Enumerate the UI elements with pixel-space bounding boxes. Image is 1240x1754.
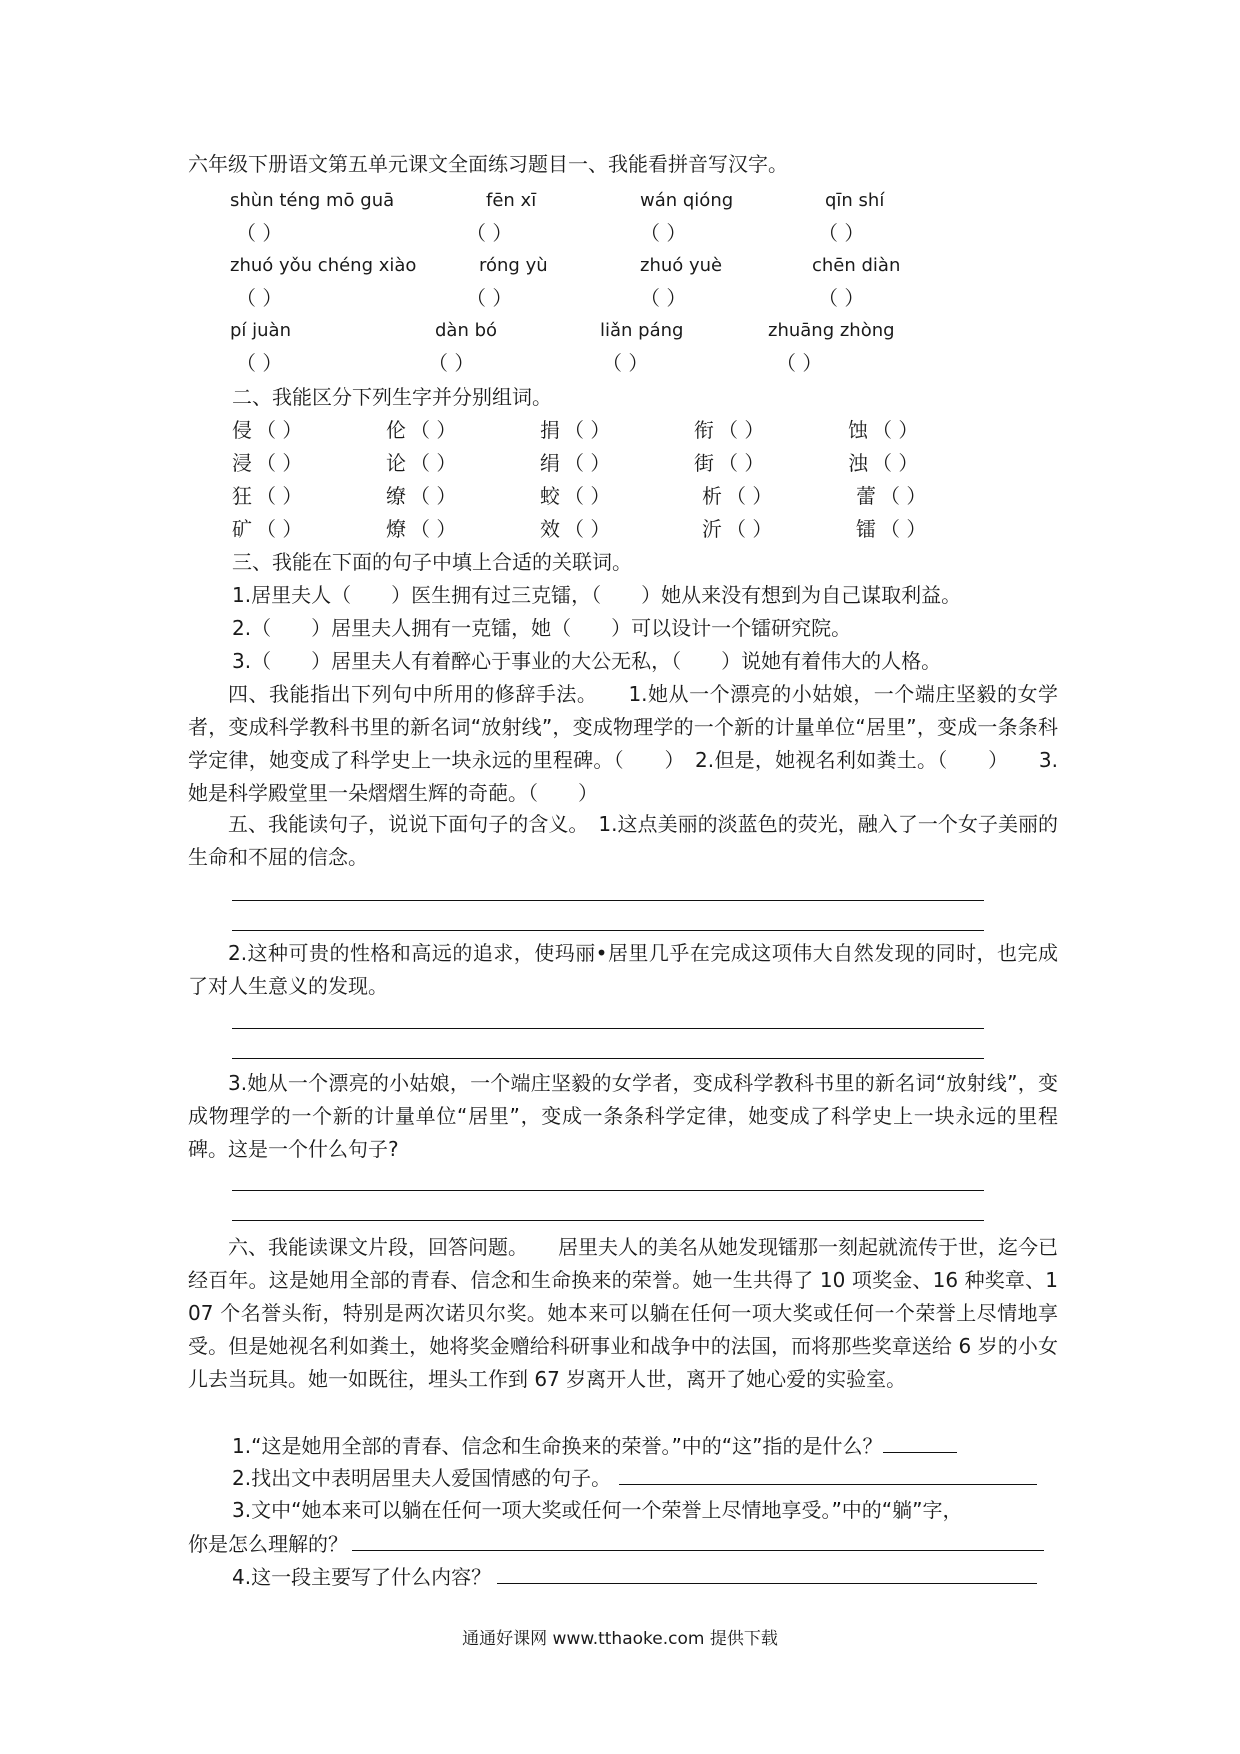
character: 沂 — [702, 517, 722, 541]
answer-paren[interactable]: （ ） — [236, 221, 283, 245]
character: 侵 — [232, 418, 252, 442]
pinyin-item: zhuó yǒu chéng xiào — [230, 255, 417, 276]
answer-paren[interactable]: （ ） — [564, 484, 611, 508]
question-4-text: 4.这一段主要写了什么内容？ — [232, 1565, 492, 1589]
pinyin-item: fēn xī — [486, 190, 537, 211]
answer-paren[interactable]: （ ） — [466, 221, 513, 245]
answer-paren[interactable]: （ ） — [236, 351, 283, 375]
conjunction-item[interactable]: 2.（ ）居里夫人拥有一克镭，她（ ）可以设计一个镭研究院。 — [232, 616, 852, 640]
character: 捐 — [540, 418, 560, 442]
answer-line[interactable] — [352, 1530, 1044, 1551]
answer-paren[interactable]: （ ） — [410, 418, 457, 442]
answer-paren[interactable]: （ ） — [718, 418, 765, 442]
answer-paren[interactable]: （ ） — [776, 351, 823, 375]
question-3-cont — [188, 1530, 1044, 1557]
answer-paren[interactable]: （ ） — [428, 351, 475, 375]
answer-line[interactable] — [232, 900, 984, 901]
answer-paren[interactable]: （ ） — [726, 484, 773, 508]
answer-paren[interactable]: （ ） — [410, 451, 457, 475]
answer-paren[interactable]: （ ） — [236, 286, 283, 310]
answer-paren[interactable]: （ ） — [718, 451, 765, 475]
question-3: 3.文中“她本来可以躺在任何一项大奖或任何一个荣誉上尽情地享受。”中的“躺”字， — [232, 1498, 963, 1522]
pinyin-item: qīn shí — [825, 190, 885, 211]
character: 浸 — [232, 451, 252, 475]
pinyin-item: liǎn páng — [600, 320, 684, 341]
answer-paren[interactable]: （ ） — [256, 484, 303, 508]
character: 效 — [540, 517, 560, 541]
character: 衔 — [694, 418, 714, 442]
character: 绢 — [540, 451, 560, 475]
answer-line[interactable] — [619, 1464, 1037, 1485]
question-4 — [232, 1563, 1037, 1590]
answer-line[interactable] — [232, 1220, 984, 1221]
answer-paren[interactable]: （ ） — [564, 451, 611, 475]
answer-paren[interactable]: （ ） — [872, 451, 919, 475]
answer-paren[interactable]: （ ） — [564, 517, 611, 541]
character: 燎 — [386, 517, 406, 541]
answer-paren[interactable]: （ ） — [410, 484, 457, 508]
character: 街 — [694, 451, 714, 475]
section-5-intro: 五、我能读句子，说说下面句子的含义。 1.这点美丽的淡蓝色的荧光，融入了一个女子美丽的生命和不屈的信念。 — [188, 812, 1058, 869]
footer-source: 通通好课网 www.tthaoke.com 提供下载 — [462, 1629, 778, 1649]
character: 矿 — [232, 517, 252, 541]
pinyin-item: wán qióng — [640, 190, 734, 211]
pinyin-item: róng yù — [479, 255, 548, 276]
worksheet-title: 六年级下册语文第五单元课文全面练习题目一、我能看拼音写汉字。 — [188, 152, 788, 176]
section-5-item-2: 2.这种可贵的性格和高远的追求，使玛丽•居里几乎在完成这项伟大自然发现的同时，也完成了对人生意义的发现。 — [188, 941, 1058, 998]
answer-paren[interactable]: （ ） — [602, 351, 649, 375]
character: 蚀 — [848, 418, 868, 442]
character: 浊 — [848, 451, 868, 475]
answer-paren[interactable]: （ ） — [880, 517, 927, 541]
character: 狂 — [232, 484, 252, 508]
question-3-text: 你是怎么理解的？ — [188, 1532, 348, 1556]
answer-paren[interactable]: （ ） — [818, 286, 865, 310]
answer-paren[interactable]: （ ） — [726, 517, 773, 541]
character: 蕾 — [856, 484, 876, 508]
section-2-heading: 二、我能区分下列生字并分别组词。 — [232, 385, 552, 409]
question-1 — [232, 1432, 957, 1459]
answer-paren[interactable]: （ ） — [410, 517, 457, 541]
answer-paren[interactable]: （ ） — [256, 451, 303, 475]
answer-paren[interactable]: （ ） — [466, 286, 513, 310]
pinyin-item: pí juàn — [230, 320, 291, 341]
pinyin-item: zhuó yuè — [640, 255, 723, 276]
answer-paren[interactable]: （ ） — [872, 418, 919, 442]
conjunction-item[interactable]: 3.（ ）居里夫人有着醉心于事业的大公无私，（ ）说她有着伟大的人格。 — [232, 649, 942, 673]
section-3-heading: 三、我能在下面的句子中填上合适的关联词。 — [232, 550, 632, 574]
section-4-rhetoric: 四、我能指出下列句中所用的修辞手法。 1.她从一个漂亮的小姑娘，一个端庄坚毅的女学者，变成科学教科书里的新名词“放射线”，变成物理学的一个新的计量单位“居里”，变成一条条科学定律，她变成了科学史上一块永远的里程碑。（ ） 2.但是，她视名利如粪土。（ ） 3.她是科学殿堂里一朵熠熠生辉的奇葩。（ ） — [188, 682, 1058, 805]
pinyin-item: dàn bó — [435, 320, 498, 341]
answer-line[interactable] — [497, 1563, 1037, 1584]
character: 伦 — [386, 418, 406, 442]
character: 析 — [702, 484, 722, 508]
answer-line[interactable] — [883, 1432, 957, 1453]
answer-paren[interactable]: （ ） — [256, 517, 303, 541]
answer-paren[interactable]: （ ） — [880, 484, 927, 508]
question-1-text: 1.“这是她用全部的青春、信念和生命换来的荣誉。”中的“这”指的是什么？ — [232, 1434, 883, 1458]
section-5-item-3: 3.她从一个漂亮的小姑娘，一个端庄坚毅的女学者，变成科学教科书里的新名词“放射线”，变成物理学的一个新的计量单位“居里”，变成一条条科学定律，她变成了科学史上一块永远的里程碑。这是一个什么句子? — [188, 1071, 1058, 1161]
pinyin-item: zhuāng zhòng — [768, 320, 895, 341]
question-2 — [232, 1464, 1037, 1491]
answer-paren[interactable]: （ ） — [640, 221, 687, 245]
section-6-passage: 六、我能读课文片段，回答问题。 居里夫人的美名从她发现镭那一刻起就流传于世，迄今已经百年。这是她用全部的青春、信念和生命换来的荣誉。她一生共得了 10 项奖金、16 种奖章、107 个名誉头衔，特别是两次诺贝尔奖。她本来可以躺在任何一项大奖或任何一个荣誉上尽情地享受。但是她视名利如粪土，她将奖金赠给科研事业和战争中的法国，而将那些奖章送给 6 岁的小女儿去当玩具。她一如既往，埋头工作到 67 岁离开人世，离开了她心爱的实验室。 — [188, 1235, 1058, 1391]
character: 论 — [386, 451, 406, 475]
answer-line[interactable] — [232, 1028, 984, 1029]
answer-paren[interactable]: （ ） — [564, 418, 611, 442]
answer-paren[interactable]: （ ） — [256, 418, 303, 442]
character: 镭 — [856, 517, 876, 541]
pinyin-item: chēn diàn — [812, 255, 901, 276]
answer-line[interactable] — [232, 1058, 984, 1059]
character: 蛟 — [540, 484, 560, 508]
conjunction-item[interactable]: 1.居里夫人（ ）医生拥有过三克镭，（ ）她从来没有想到为自己谋取利益。 — [232, 583, 962, 607]
question-2-text: 2.找出文中表明居里夫人爱国情感的句子。 — [232, 1466, 612, 1490]
answer-line[interactable] — [232, 930, 984, 931]
pinyin-item: shùn téng mō guā — [230, 190, 395, 211]
answer-line[interactable] — [232, 1190, 984, 1191]
answer-paren[interactable]: （ ） — [818, 221, 865, 245]
character: 缭 — [386, 484, 406, 508]
answer-paren[interactable]: （ ） — [640, 286, 687, 310]
